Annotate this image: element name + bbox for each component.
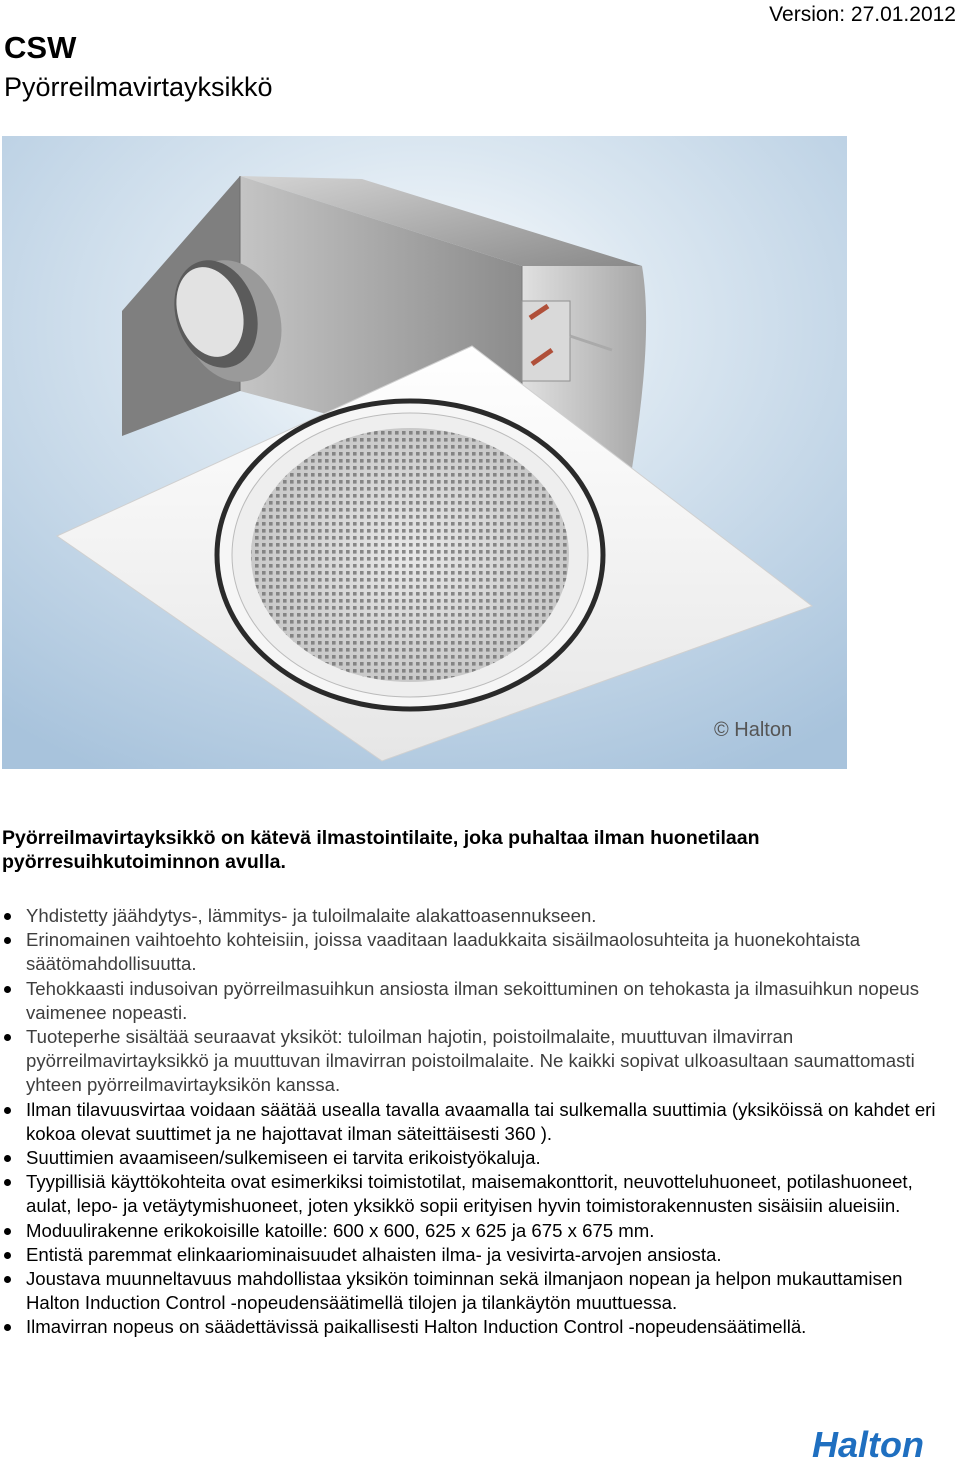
feature-item: Suuttimien avaamiseen/sulkemiseen ei tarvita erikoistyökaluja. [0,1146,958,1170]
feature-item: Tyypillisiä käyttökohteita ovat esimerkiksi toimistotilat, maisemakonttorit, neuvotteluhuoneet, potilashuoneet, aulat, lepo- ja vetäytymishuoneet, joten yksikkö sopii erityisen hyvin toimistorakennusten sisäisiin alueisiin. [0,1170,958,1218]
feature-item: Entistä paremmat elinkaariominaisuudet alhaisten ilma- ja vesivirta-arvojen ansiosta. [0,1243,958,1267]
logo-wordmark: Halton [812,1424,924,1464]
diffuser-face [217,401,603,709]
feature-item: Ilman tilavuusvirtaa voidaan säätää usealla tavalla avaamalla tai sulkemalla suuttimia (yksiköissä on kahdet eri kokoa olevat suuttimet ja ne hajottavat ilman säteittäisesti 360 ). [0,1098,958,1146]
feature-list [0,904,958,1340]
intro-paragraph: Pyörreilmavirtayksikkö on kätevä ilmastointilaite, joka puhaltaa ilman huonetilaan pyörresuihkutoiminnon avulla. [2,827,760,873]
feature-item: Joustava muunneltavuus mahdollistaa yksikön toiminnan sekä ilmanjaon nopean ja helpon mukauttamisen Halton Induction Control -nopeudensäätimellä tilojen ja tilankäytön muuttuessa. [0,1267,958,1315]
version-label: Version: 27.01.2012 [769,3,956,26]
feature-item: Ilmavirran nopeus on säädettävissä paikallisesti Halton Induction Control -nopeudensäätimellä. [0,1315,958,1339]
feature-item: Moduulirakenne erikokoisille katoille: 600 x 600, 625 x 625 ja 675 x 675 mm. [0,1219,958,1243]
halton-logo [810,1424,950,1469]
product-photo [2,136,847,769]
feature-item: Yhdistetty jäähdytys-, lämmitys- ja tuloilmalaite alakattoasennukseen. [0,904,958,928]
feature-item: Tehokkaasti indusoivan pyörreilmasuihkun ansiosta ilman sekoittuminen on tehokasta ja ilmasuihkun nopeus vaimenee nopeasti. [0,977,958,1025]
photo-copyright: © Halton [714,719,793,741]
document-title: CSW [4,30,77,65]
document-subtitle: Pyörreilmavirtayksikkö [4,72,273,102]
feature-item: Erinomainen vaihtoehto kohteisiin, joissa vaaditaan laadukkaita sisäilmaolosuhteita ja huonekohtaista säätömahdollisuutta. [0,928,958,976]
feature-item: Tuoteperhe sisältää seuraavat yksiköt: tuloilman hajotin, poistoilmalaite, muuttuvan ilmavirran pyörreilmavirtayksikkö ja muuttuvan ilmavirran poistoilmalaite. Ne kaikki sopivat ulkoasultaan saumattomasti yhteen pyörreilmavirtayksikön kanssa. [0,1025,958,1098]
